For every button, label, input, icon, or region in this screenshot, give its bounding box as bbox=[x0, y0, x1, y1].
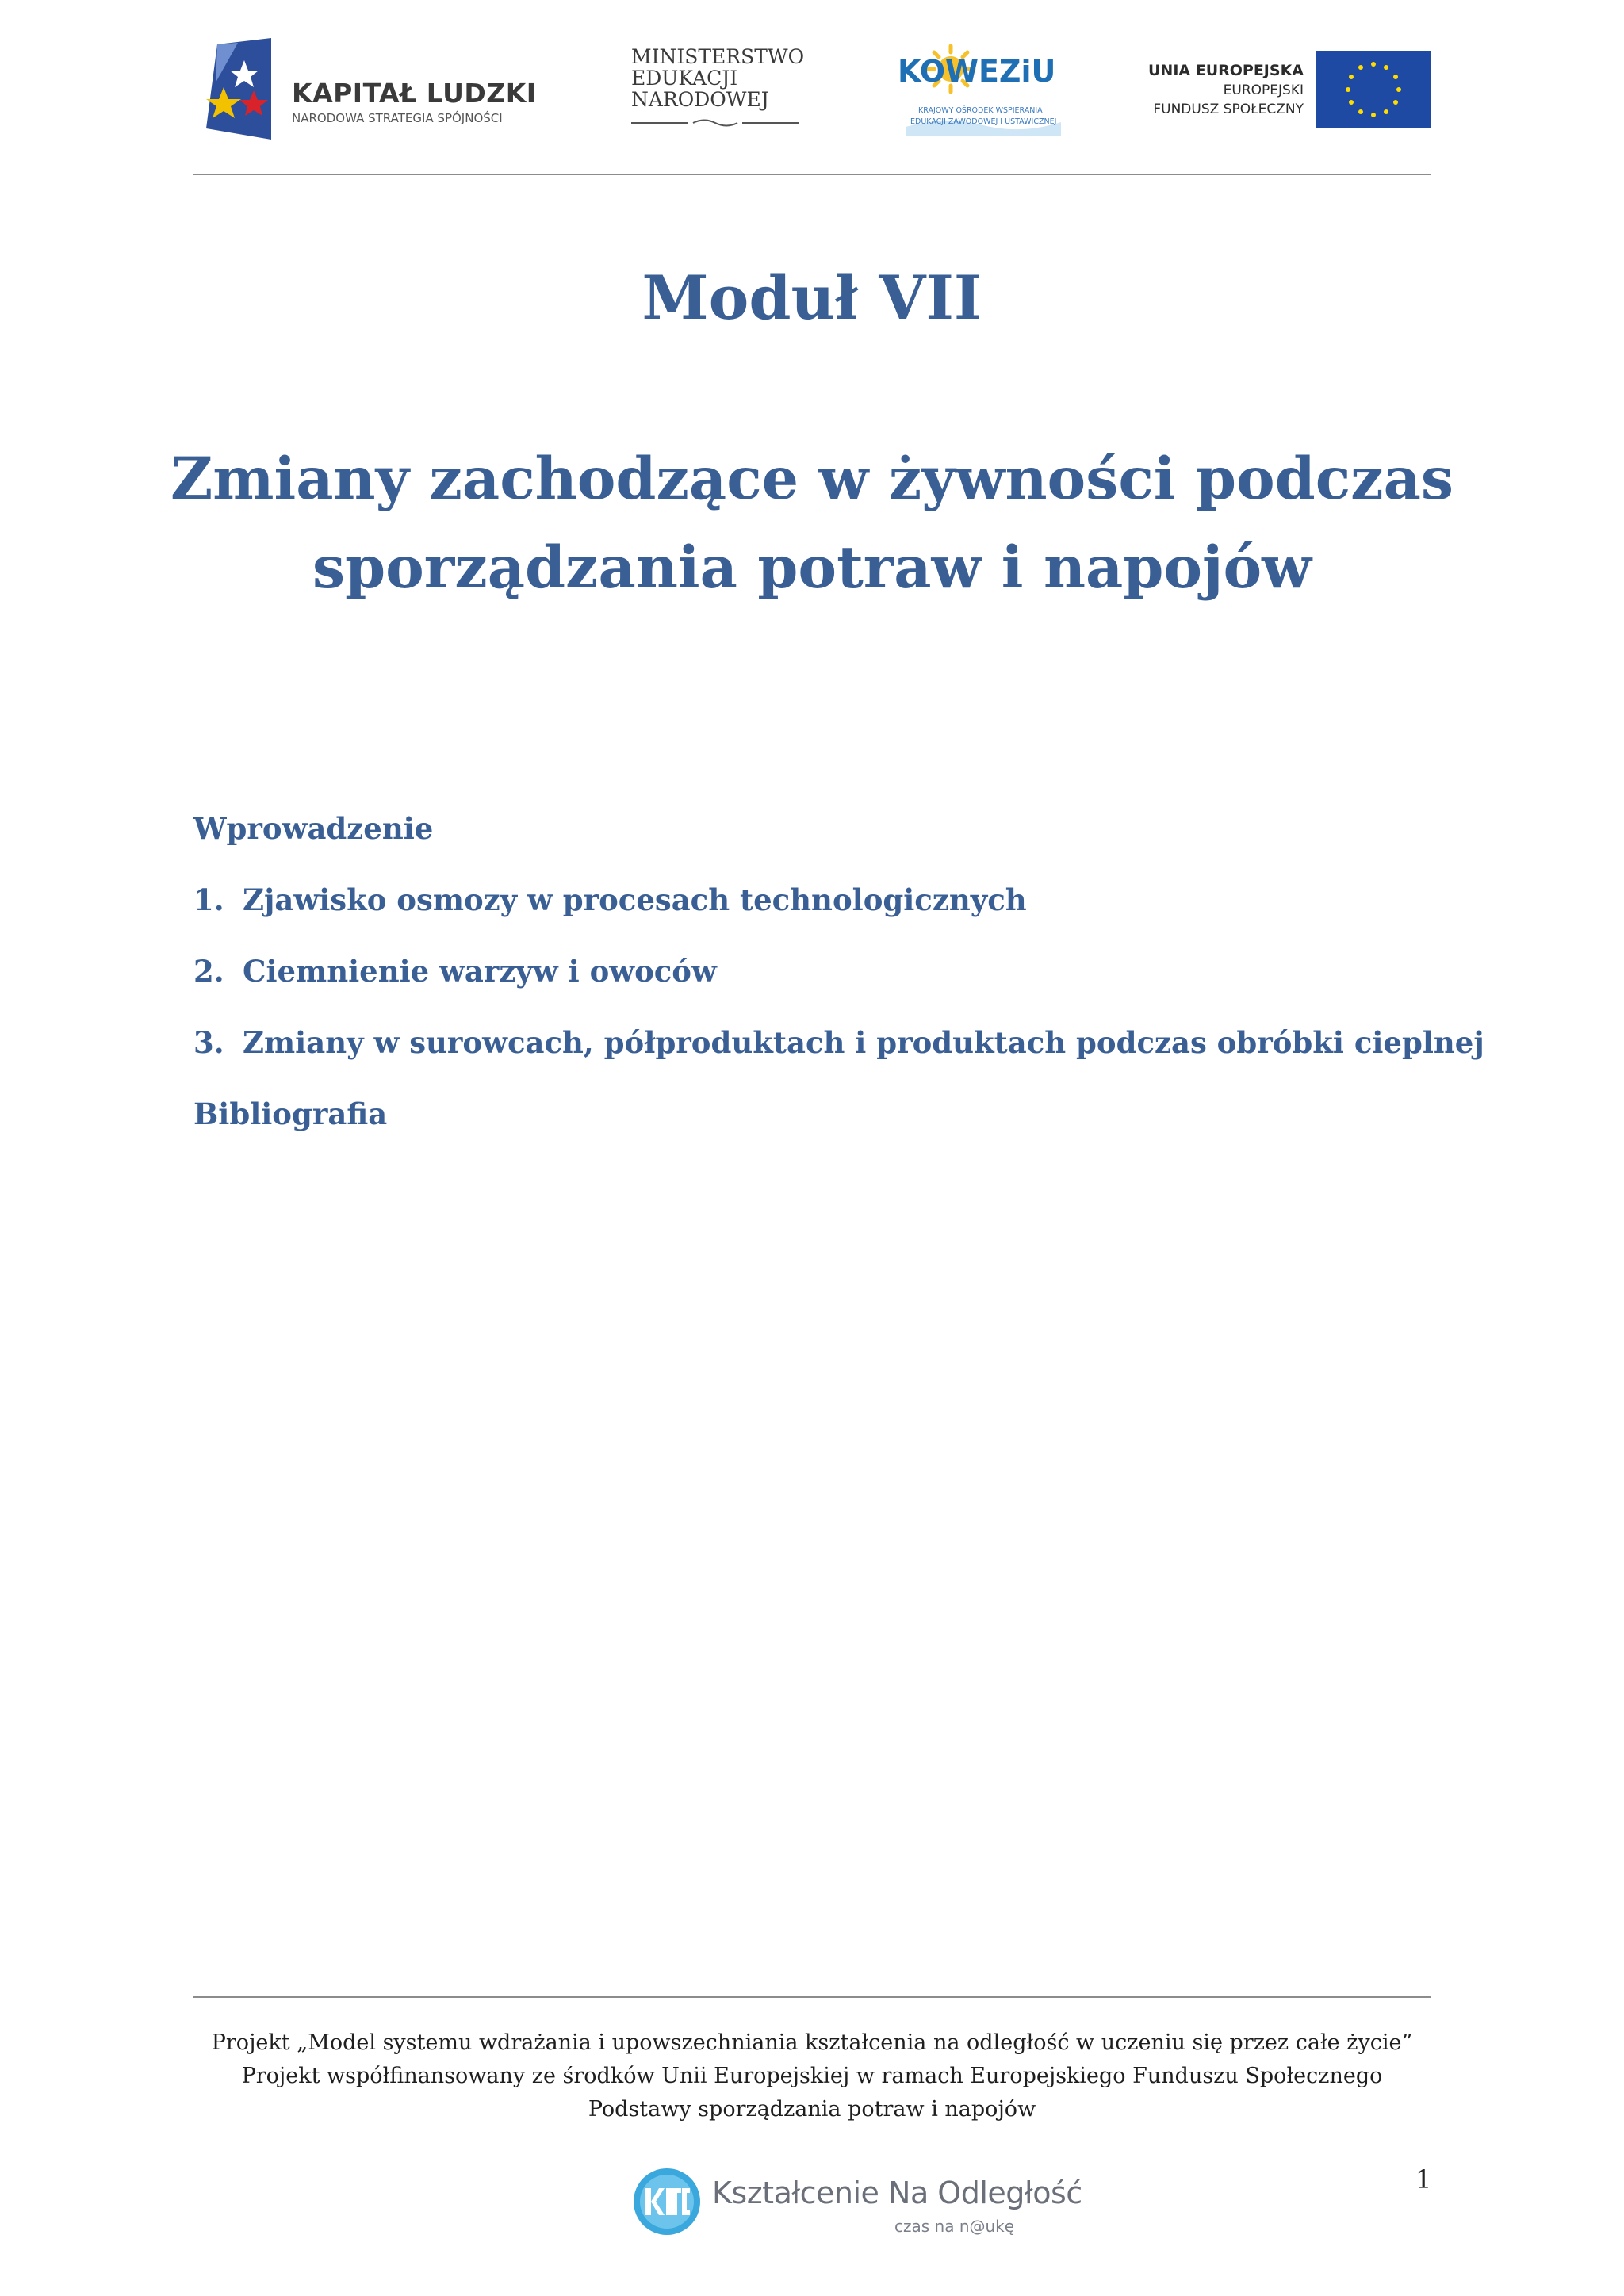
kapital-ludzki-subtitle: NARODOWA STRATEGIA SPÓJNOŚCI bbox=[292, 111, 503, 125]
toc-item-label: Zjawisko osmozy w procesach technologicznych bbox=[243, 882, 1027, 917]
ministry-flourish-icon bbox=[631, 117, 799, 128]
ministry-line-2: EDUKACJI bbox=[631, 67, 738, 90]
table-of-contents bbox=[193, 802, 1484, 1159]
kno-title: Kształcenie Na Odległość bbox=[712, 2175, 1082, 2210]
eu-line-1: UNIA EUROPEJSKA bbox=[1148, 62, 1304, 79]
eu-line-3: FUNDUSZ SPOŁECZNY bbox=[1153, 101, 1304, 117]
ministry-line-3: NARODOWEJ bbox=[631, 88, 769, 111]
toc-item-label: Ciemnienie warzyw i owoców bbox=[243, 954, 717, 989]
koweziu-title: KOWEZiU bbox=[898, 54, 1056, 89]
koweziu-subtitle-1: KRAJOWY OŚRODEK WSPIERANIA bbox=[918, 106, 1043, 115]
toc-item-number: 2. bbox=[193, 954, 224, 989]
page-number: 1 bbox=[1415, 2164, 1432, 2195]
eu-line-2: EUROPEJSKI bbox=[1223, 82, 1304, 98]
kno-tagline: czas na n@ukę bbox=[894, 2217, 1015, 2236]
module-title: Moduł VII bbox=[642, 262, 982, 333]
footer-project-line: Projekt „Model systemu wdrażania i upowszechniania kształcenia na odległość w uczeniu się przez całe życie” bbox=[211, 2030, 1413, 2055]
toc-item-bibliography[interactable] bbox=[193, 1088, 1462, 1159]
toc-item-heat-treatment[interactable] bbox=[193, 1016, 1484, 1088]
toc-item-browning[interactable] bbox=[193, 945, 1462, 1016]
header-divider bbox=[193, 174, 1431, 175]
eu-text bbox=[1148, 60, 1304, 119]
koweziu-logo bbox=[898, 43, 1072, 138]
toc-item-label: Bibliografia bbox=[193, 1096, 388, 1131]
document-title-line-1: Zmiany zachodzące w żywności podczas bbox=[170, 445, 1454, 513]
toc-item-number: 1. bbox=[193, 882, 224, 917]
document-title bbox=[119, 434, 1505, 612]
footer-divider bbox=[193, 1996, 1431, 1998]
kapital-ludzki-logo bbox=[206, 38, 539, 149]
footer bbox=[0, 2026, 1624, 2126]
kno-logo bbox=[633, 2164, 1082, 2241]
toc-item-number: 3. bbox=[193, 1025, 224, 1060]
kapital-ludzki-emblem-icon bbox=[206, 38, 271, 140]
footer-funding-line: Projekt współfinansowany ze środków Unii Europejskiej w ramach Europejskiego Funduszu Społecznego bbox=[241, 2064, 1383, 2088]
ministry-logo bbox=[631, 46, 806, 133]
toc-item-osmosis[interactable] bbox=[193, 874, 1462, 945]
header-logos bbox=[193, 32, 1431, 151]
kno-emblem-icon bbox=[633, 2168, 701, 2236]
eu-logo bbox=[1145, 51, 1431, 138]
document-title-line-2: sporządzania potraw i napojów bbox=[312, 534, 1312, 602]
toc-item-label: Wprowadzenie bbox=[193, 811, 434, 846]
toc-item-introduction[interactable] bbox=[193, 802, 1462, 874]
kapital-ludzki-title: KAPITAŁ LUDZKI bbox=[292, 78, 537, 109]
koweziu-subtitle-2: EDUKACJI ZAWODOWEJ I USTAWICZNEJ bbox=[910, 117, 1057, 126]
toc-item-label: Zmiany w surowcach, półproduktach i produktach podczas obróbki cieplnej bbox=[243, 1025, 1484, 1060]
footer-course-line: Podstawy sporządzania potraw i napojów bbox=[588, 2097, 1036, 2122]
ministry-line-1: MINISTERSTWO bbox=[631, 45, 805, 68]
eu-flag-icon bbox=[1316, 51, 1431, 128]
